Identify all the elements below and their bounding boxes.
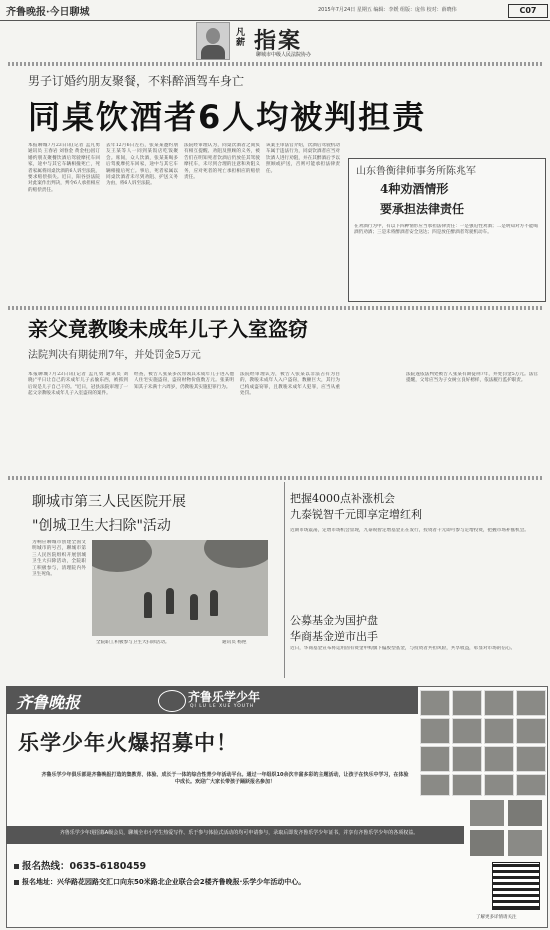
ad-photo [484, 690, 514, 716]
ad-address-label: 报名地址： [22, 878, 57, 886]
sidebar-title-line2: 要承担法律责任 [380, 202, 465, 216]
ad-info-text: 齐鲁乐学少年现招募A级会员，聊城全市小学生热爱写作、乐于参与体验式活动的均可申请参与，录取后即发齐鲁乐学少年证书，并享有齐鲁乐学少年的各项权益。 [59, 830, 419, 836]
story1-col3: 法院经审理认为，同桌饮酒者之间负有相互提醒、劝阻及照顾的义务，被告们在明知死者饮酒后仍放任其驾驶摩托车，未尽到合理的注意和劝阻义务，应对死者的死亡承担相应的赔偿责任。 [184, 143, 260, 181]
story2-headline: 亲父竟教唆未成年儿子入室盗窃 [28, 317, 308, 341]
ad-photo [484, 774, 514, 796]
ad-photo-grid-lower [470, 800, 542, 856]
page-number: C07 [508, 4, 548, 18]
story3-headline-line2: "创城卫生大扫除"活动 [32, 518, 171, 534]
ad-address: 兴华路花园路交汇口向东50米路北企业联合会2楼齐鲁晚报·乐学少年活动中心。 [57, 878, 306, 886]
story1-col1: 本报聊城7月23日讯(记者 孟凡勇 通讯员 王春岩 刘春金 黄金柱)因订婚约朋友聚餐饮酒后驾驶摩托车回家，途中与其它车辆相撞死亡，死者家属将同桌饮酒的6人诉至法院，要求赔偿损失。近日，阳谷县法院对此案作出判决，判令6人承担相应的赔偿责任。 [28, 143, 100, 193]
ad-phone-label: 报名热线： [22, 861, 70, 872]
divider [8, 306, 542, 310]
story1-col4: 该案主审法官介绍，饮酒后驾驶机动车属于违法行为，同桌饮酒者应当对饮酒人进行劝阻，并在其醉酒后予以照顾或护送，否则可能承担法律责任。 [266, 143, 340, 174]
sidebar-kicker: 山东鲁衡律师事务所陈兆军 [356, 166, 476, 177]
column-title: 指案 [254, 28, 303, 54]
ad-sub-brand-en: QI LU LE XUE YOUTH [190, 704, 255, 709]
ad-logo: 齐鲁晚报 [16, 693, 81, 712]
ad-photo [508, 800, 542, 826]
story2-subhead: 法院判决有期徒刑7年，并处罚金5万元 [28, 350, 201, 361]
ad-photo [452, 774, 482, 796]
sub-brand-logo-icon [158, 690, 186, 712]
ad-photo [484, 746, 514, 772]
story2-col2: 经查，被告人张某多次带领其未成年儿子进入他人住宅实施盗窃，盗窃财物价值数万元。张某明知其子未满十六周岁，仍教唆其实施犯罪行为。 [134, 372, 234, 390]
column-banner [196, 22, 358, 60]
ad-photo [516, 718, 546, 744]
ad-phone-line [14, 858, 146, 872]
ad-photo [516, 746, 546, 772]
bullet-icon [14, 880, 19, 885]
column-name: 凡薪 [236, 28, 246, 48]
story1-col2: 去年12月6日左右，张某某邀约朋友王某等人一同到某饭店吃饭聚会。席间，众人饮酒，张某某喝多后驾驶摩托车回家，途中与其它车辆相撞后死亡。事后，死者家属以同桌饮酒者未尽到劝阻、护送义务为由，将6人诉至法院。 [106, 143, 178, 187]
ad-photo [420, 718, 450, 744]
photo-caption: 全院职工积极参与卫生大扫除活动。 [96, 640, 170, 645]
ad-photo [420, 690, 450, 716]
ad-title: 乐学少年火爆招募中！ [18, 731, 238, 755]
story4-headline-line2: 九泰锐智千元即享定增红利 [290, 508, 422, 521]
story4-body: 近期市场震荡，定增市场机会显现，九泰锐智定增基金正在发行，投资者千元即可参与定增投资，把握市场补涨机会。 [290, 528, 529, 533]
ad-photo [420, 746, 450, 772]
column-rule [284, 482, 285, 678]
story3-body: 为响应聊城市创建全国文明城市的号召，聊城市第三人民医院组织开展创城卫生大扫除活动，全院职工积极参与，清理院内外卫生死角。 [32, 540, 86, 578]
ad-body: 齐鲁乐学少年俱乐部是齐鲁晚报打造的集教育、体验、成长于一体的综合性青少年活动平台。通过一年组织10余次丰富多彩的主题活动，让孩子在快乐中学习，在体验中成长。欢迎广大家长带孩子踊跃报名参加！ [41, 772, 409, 785]
divider [8, 476, 542, 480]
ad-photo [452, 746, 482, 772]
story1-kicker: 男子订婚约朋友聚餐，不料醉酒驾车身亡 [28, 74, 245, 88]
ad-photo [452, 690, 482, 716]
column-sponsor: 聊城市中级人民法院协办 [256, 52, 312, 58]
story3-headline-line1: 聊城市第三人民医院开展 [32, 494, 186, 510]
ad-address-line [14, 877, 305, 887]
ad-photo [470, 830, 504, 856]
bullet-icon [14, 864, 19, 869]
sidebar-title-line1: 4种劝酒情形 [380, 182, 449, 196]
story2-col4: 法院遂依法判处被告人张某有期徒刑7年，并处罚金5万元。法官提醒，父母应当为子女树立良好榜样，依法履行监护职责。 [406, 372, 538, 384]
story2-col1: 本报聊城7月23日讯(记者 孟凡勇 通讯员 刘晓)"平日让自己的未成年儿子去偷东西，被抓到后说是儿子自己干的。"近日，冠县法院审理了一起父亲教唆未成年儿子入室盗窃的案件。 [28, 372, 128, 397]
ad-photo [516, 690, 546, 716]
qr-caption: 了解更多详情请关注 [476, 915, 517, 920]
story2-col3: 法院经审理认为，被告人张某以非法占有为目的，教唆未成年人入户盗窃，数额巨大，其行为已构成盗窃罪，且教唆未成年人犯罪，应当从重处罚。 [240, 372, 340, 397]
story5-headline-line2: 华商基金逆市出手 [290, 630, 378, 643]
story1-headline: 同桌饮酒者6人均被判担责 [28, 98, 427, 136]
sidebar-body: 在劝酒行为中，有以下四种情形应当承担法律责任：一是强迫性劝酒；二是明知对方不能喝酒仍劝酒；三是未将醉酒者安全送达；四是放任醉酒者驾驶机动车。 [354, 224, 538, 236]
divider [8, 62, 542, 66]
ad-sub-brand: 齐鲁乐学少年 [188, 690, 261, 704]
ad-photo [508, 830, 542, 856]
ad-photo [516, 774, 546, 796]
ad-photo [452, 718, 482, 744]
story5-body: 近日，华商基金宣布将运用固有资金申购旗下偏股型基金，与投资者共担风险，共享收益，彰显对市场的信心。 [290, 646, 516, 651]
newspaper-brand: 齐鲁晚报·今日聊城 [6, 7, 90, 18]
ad-phone-number: 0635-6180459 [69, 861, 147, 872]
event-photo [92, 540, 268, 636]
ad-photo-grid [420, 690, 544, 796]
story5-headline-line1: 公募基金为国护盘 [290, 614, 378, 627]
ad-photo [470, 800, 504, 826]
ad-photo [420, 774, 450, 796]
story4-headline-line1: 把握4000点补涨机会 [290, 492, 395, 505]
publication-date: 2015年7月24日 星期五 编辑：李媛 组版：庞伟 校对：薛晓伟 [318, 7, 457, 13]
photo-credit: 通讯员 杨艳 [222, 640, 247, 645]
ad-photo [484, 718, 514, 744]
qr-code-icon [492, 862, 540, 910]
columnist-photo [196, 22, 230, 60]
